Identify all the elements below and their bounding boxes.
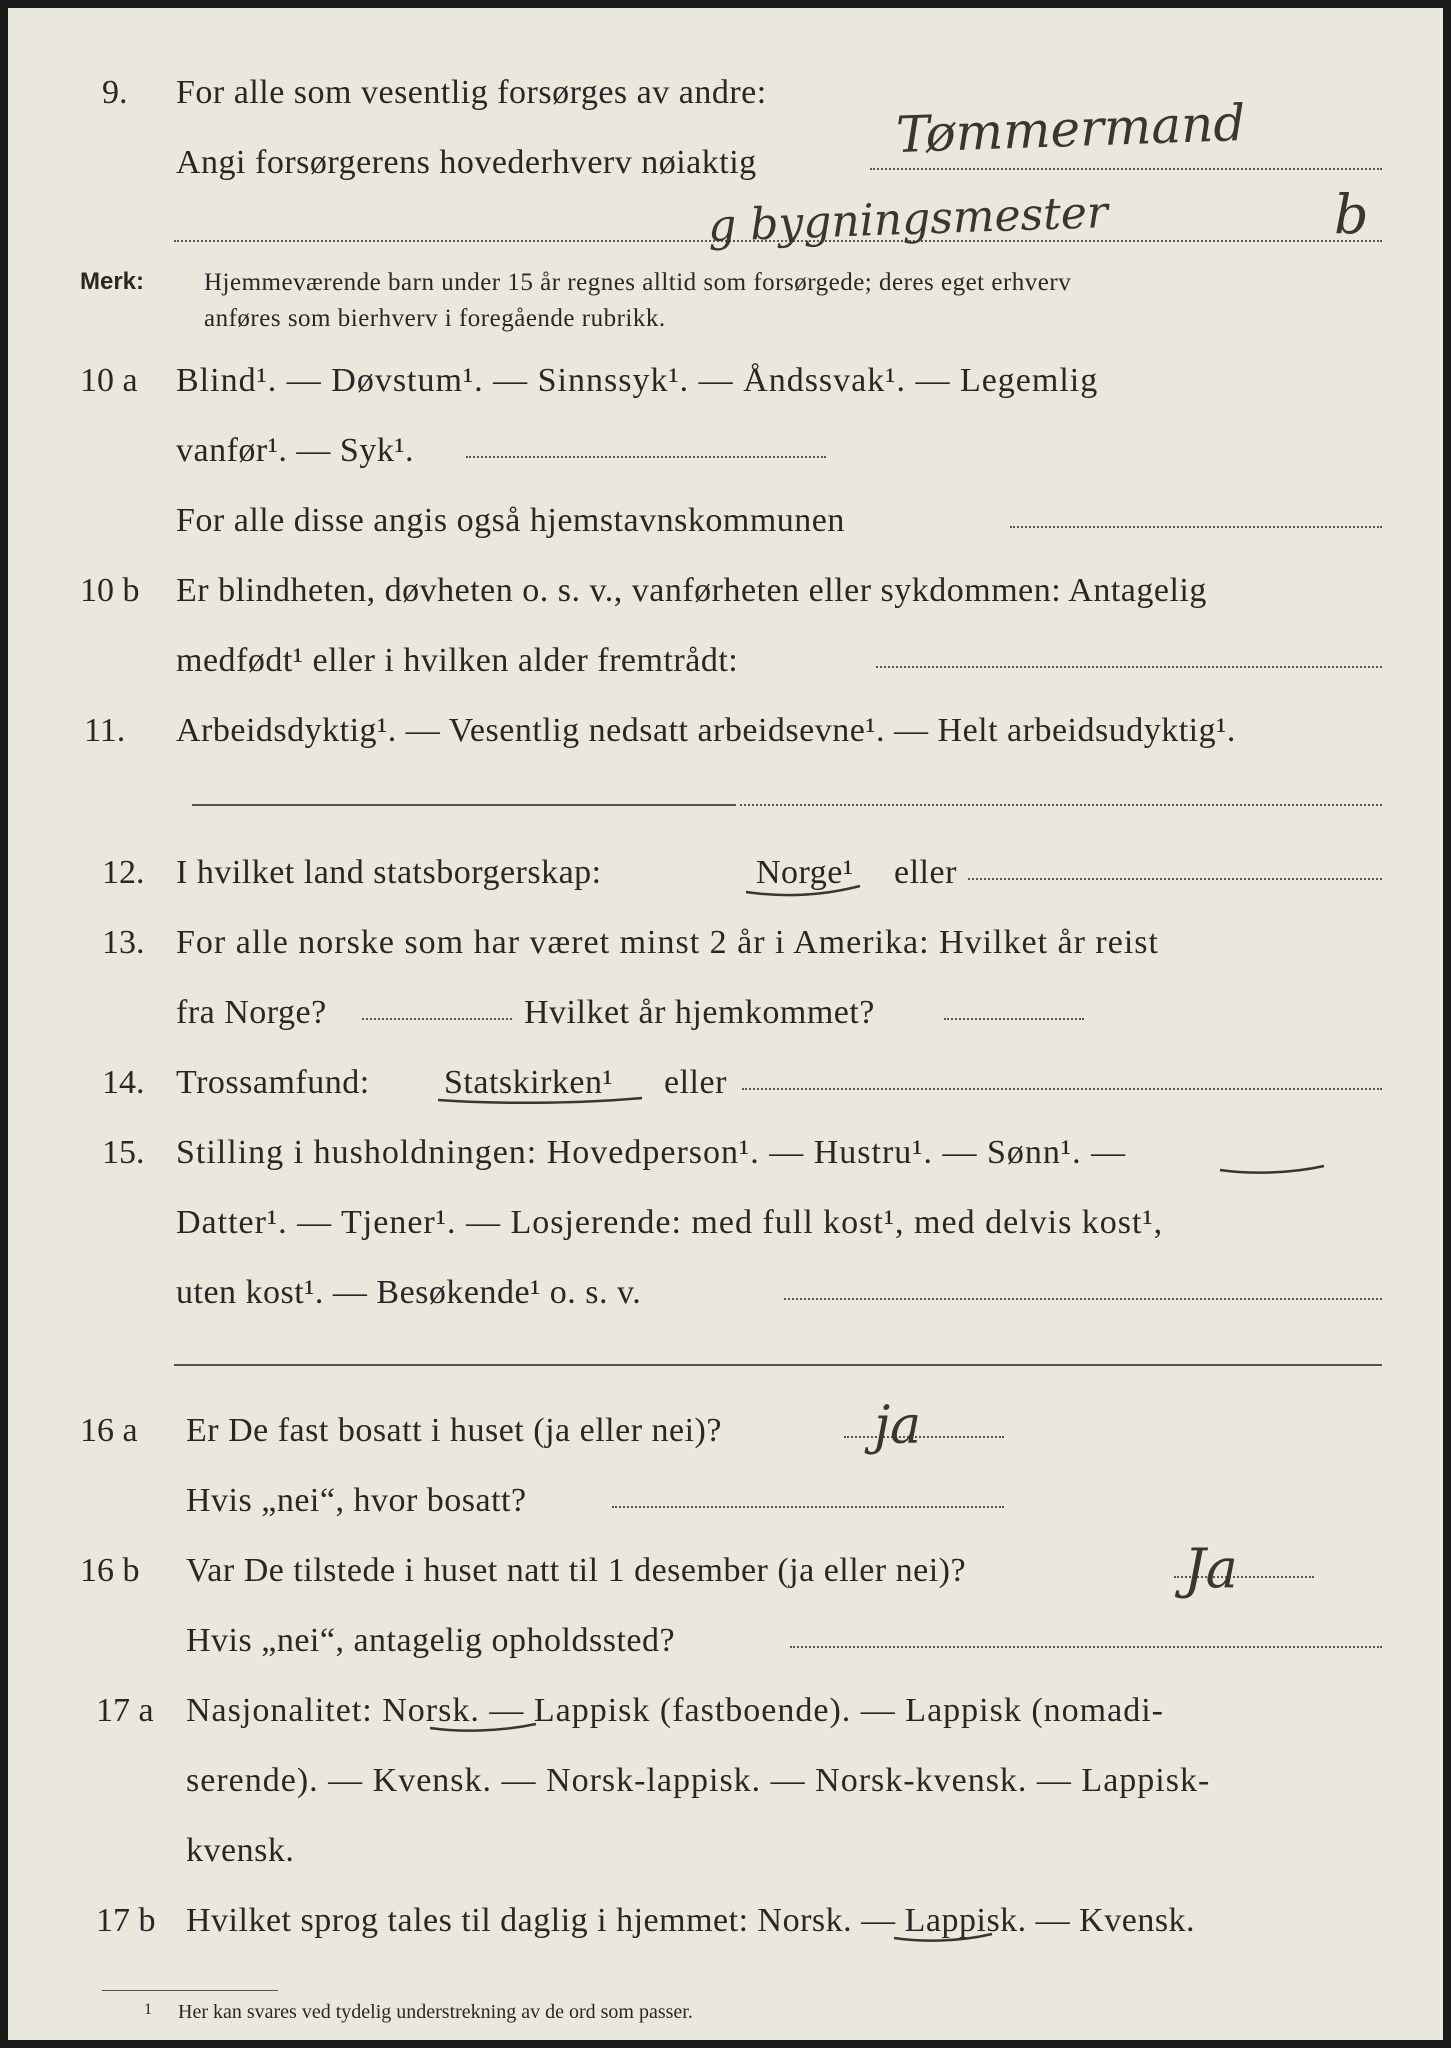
merk-label: Merk: (80, 268, 145, 295)
q12-text: I hvilket land statsborgerskap: (176, 854, 602, 891)
q15-line2: Datter¹. — Tjener¹. — Losjerende: med full kost¹, med delvis kost¹, (176, 1204, 1164, 1241)
footnote-mark: 1 (144, 2001, 152, 2018)
q10a-line2-blank (466, 456, 826, 458)
q17a-number: 17 a (96, 1692, 154, 1729)
q16b-line2: Hvis „nei“, antagelig opholdssted? (186, 1622, 676, 1659)
q11-number: 11. (84, 712, 126, 749)
q12-option-norge: Norge¹ (756, 854, 854, 891)
q9-answer-line (870, 168, 1382, 170)
q13-hjemkommet-blank (944, 1018, 1084, 1020)
q9-handwritten-answer2: g bygningsmester (707, 187, 1109, 252)
q16b-blank (790, 1646, 1382, 1648)
footnote-rule (102, 1990, 278, 1991)
q10b-line1: Er blindheten, døvheten o. s. v., vanførheten eller sykdommen: Antagelig (176, 572, 1207, 609)
footnote-text: Her kan svares ved tydelig understrekning av de ord som passer. (178, 2001, 693, 2023)
q9-line1: For alle som vesentlig forsørges av andre: (176, 74, 767, 111)
q14-suffix: eller (664, 1064, 727, 1101)
q10a-line2: vanfør¹. — Syk¹. (176, 432, 415, 469)
q10a-line1: Blind¹. — Døvstum¹. — Sinnssyk¹. — Åndssvak¹. — Legemlig (176, 362, 1099, 399)
q11-line1: Arbeidsdyktig¹. — Vesentlig nedsatt arbeidsevne¹. — Helt arbeidsudyktig¹. (176, 712, 1236, 749)
q17a-line3: kvensk. (186, 1832, 295, 1869)
q12-suffix: eller (894, 854, 957, 891)
q12-handwritten-underline (744, 880, 864, 900)
q17b-line1: Hvilket sprog tales til daglig i hjemmet: Norsk. — Lappisk. — Kvensk. (186, 1902, 1196, 1939)
q17a-handwritten-underline (428, 1718, 540, 1736)
q10a-line3: For alle disse angis også hjemstavnskommunen (176, 502, 845, 539)
q12-blank (968, 878, 1382, 880)
q13-line1: For alle norske som har været minst 2 år i Amerika: Hvilket år reist (176, 924, 1159, 961)
q10b-blank (876, 666, 1382, 668)
q15-line1: Stilling i husholdningen: Hovedperson¹. — Hustru¹. — Sønn¹. — (176, 1134, 1127, 1171)
q15-handwritten-underline (1218, 1160, 1328, 1178)
q16a-handwritten-answer: ja (874, 1396, 922, 1456)
q13-number: 13. (102, 924, 145, 961)
q9-answer-mark: b (1334, 183, 1369, 246)
q13-reist-blank (362, 1018, 512, 1020)
q9-line2: Angi forsørgerens hovederhverv nøiaktig (176, 144, 757, 181)
q14-number: 14. (102, 1064, 145, 1101)
q9-number: 9. (102, 74, 128, 111)
q16a-answer-line (844, 1436, 1004, 1438)
q12-number: 12. (102, 854, 145, 891)
q15-separator (174, 1364, 1382, 1366)
q16a-line1: Er De fast bosatt i huset (ja eller nei)? (186, 1412, 722, 1449)
q14-text: Trossamfund: (176, 1064, 370, 1101)
q17b-handwritten-underline (892, 1928, 996, 1946)
q10b-number: 10 b (80, 572, 140, 609)
q16a-blank (612, 1506, 1004, 1508)
q15-number: 15. (102, 1134, 145, 1171)
q9-handwritten-answer1: Tømmermand (895, 93, 1247, 165)
q11-separator-right (740, 804, 1382, 806)
q13-line2b: Hvilket år hjemkommet? (524, 994, 875, 1031)
q13-line2a: fra Norge? (176, 994, 327, 1031)
q14-handwritten-underline (436, 1090, 646, 1108)
census-form-page (8, 8, 1443, 2040)
q16b-number: 16 b (80, 1552, 140, 1589)
q16a-line2: Hvis „nei“, hvor bosatt? (186, 1482, 527, 1519)
q11-separator-left (192, 804, 736, 806)
merk-line2: anføres som bierhverv i foregående rubrikk. (204, 305, 666, 332)
q10a-number: 10 a (80, 362, 138, 399)
q15-blank (784, 1298, 1382, 1300)
q17a-line2: serende). — Kvensk. — Norsk-lappisk. — Norsk-kvensk. — Lappisk- (186, 1762, 1211, 1799)
q16a-number: 16 a (80, 1412, 138, 1449)
q17b-number: 17 b (96, 1902, 156, 1939)
q16b-handwritten-answer: Ja (1184, 1537, 1238, 1600)
q14-option-statskirken: Statskirken¹ (444, 1064, 614, 1101)
q10b-line2: medfødt¹ eller i hvilken alder fremtrådt: (176, 642, 739, 679)
q10a-line3-blank (1010, 526, 1382, 528)
q14-blank (742, 1088, 1382, 1090)
q15-line3: uten kost¹. — Besøkende¹ o. s. v. (176, 1274, 642, 1311)
q17a-line1: Nasjonalitet: Norsk. — Lappisk (fastboende). — Lappisk (nomadi- (186, 1692, 1164, 1729)
merk-line1: Hjemmeværende barn under 15 år regnes alltid som forsørgede; deres eget erhverv (204, 269, 1072, 296)
q16b-line1: Var De tilstede i huset natt til 1 desember (ja eller nei)? (186, 1552, 967, 1589)
